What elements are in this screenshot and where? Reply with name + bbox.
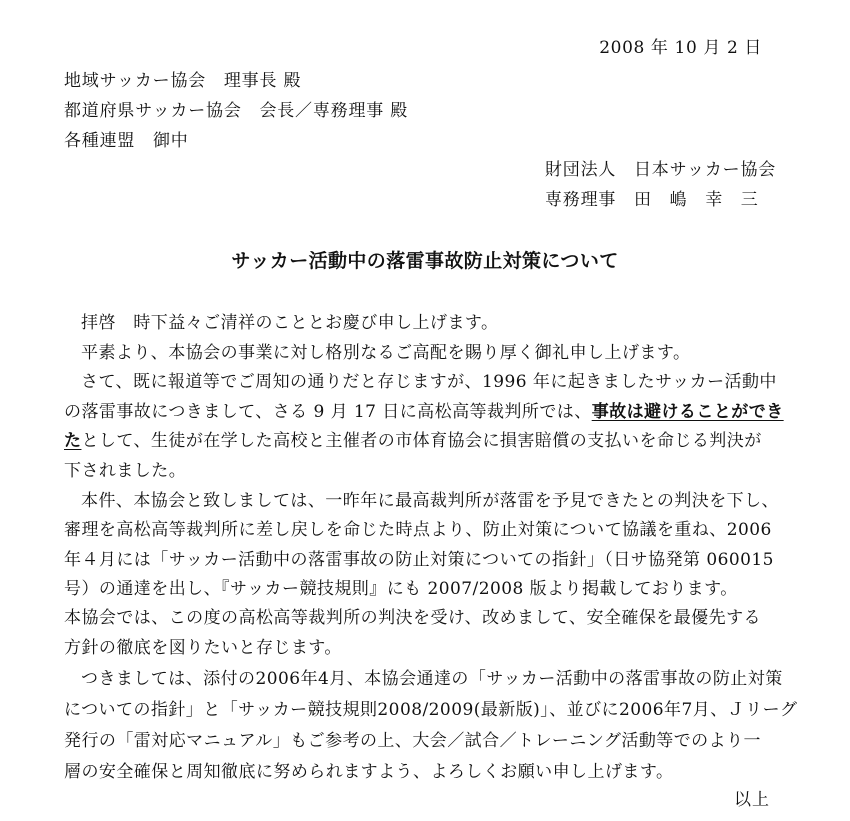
letter-date: 2008 年 10 月 2 日 <box>599 38 762 58</box>
body-text: として、生徒が在学した高校と主催者の市体育協会に損害賠償の支払いを命じる判決が <box>81 431 762 451</box>
body-line-greeting: 拝啓 時下益々ご清祥のこととお慶び申し上げます。 <box>81 313 499 333</box>
closing-text: 以上 <box>734 790 770 810</box>
body-line: 本協会では、この度の高松高等裁判所の判決を受け、改めまして、安全確保を最優先する <box>64 608 761 628</box>
body-line: についての指針」と「サッカー競技規則2008/2009(最新版)」、並びに2006年7月、Ｊリーグ <box>64 700 798 720</box>
body-line: 発行の「雷対応マニュアル」もご参考の上、大会／試合／トレーニング活動等でのより一 <box>64 731 761 751</box>
sender-person: 専務理事 田 嶋 幸 三 <box>545 190 759 210</box>
body-line: 号）の通達を出し、『サッカー競技規則』にも 2007/2008 版より掲載しております。 <box>64 579 738 599</box>
body-line: 方針の徹底を図りたいと存じます。 <box>64 638 342 658</box>
body-line: 層の安全確保と周知徹底に努められますよう、よろしくお願い申し上げます。 <box>64 762 674 782</box>
body-line: 本件、本協会と致しましては、一昨年に最高裁判所が落雷を予見できたとの判決を下し、 <box>81 491 779 511</box>
emphasized-text: 事故は避けることができ <box>591 402 784 422</box>
sender-organization: 財団法人 日本サッカー協会 <box>545 160 777 180</box>
addressee-prefectural: 都道府県サッカー協会 会長／専務理事 殿 <box>64 101 409 121</box>
letter-title: サッカー活動中の落雷事故防止対策について <box>231 250 619 272</box>
body-line-thanks: 平素より、本協会の事業に対し格別なるご高配を賜り厚く御礼申し上げます。 <box>81 343 691 363</box>
body-line <box>64 431 762 451</box>
body-line: つきましては、添付の2006年4月、本協会通達の「サッカー活動中の落雷事故の防止対策 <box>81 669 783 689</box>
addressee-regional: 地域サッカー協会 理事長 殿 <box>64 71 302 91</box>
body-line <box>64 402 784 422</box>
body-line: 年４月には「サッカー活動中の落雷事故の防止対策についての指針」（日サ協発第 060015 <box>64 550 774 570</box>
addressee-federations: 各種連盟 御中 <box>64 131 189 151</box>
emphasized-text: た <box>64 431 82 451</box>
body-line: 下されました。 <box>64 461 187 481</box>
body-line: 審理を高松高等裁判所に差し戻しを命じた時点より、防止対策について協議を重ね、2006 <box>64 520 772 540</box>
body-text: の落雷事故につきまして、さる 9 月 17 日に高松高等裁判所では、 <box>64 402 592 422</box>
body-line: さて、既に報道等でご周知の通りだと存じますが、1996 年に起きましたサッカー活動中 <box>81 372 777 392</box>
